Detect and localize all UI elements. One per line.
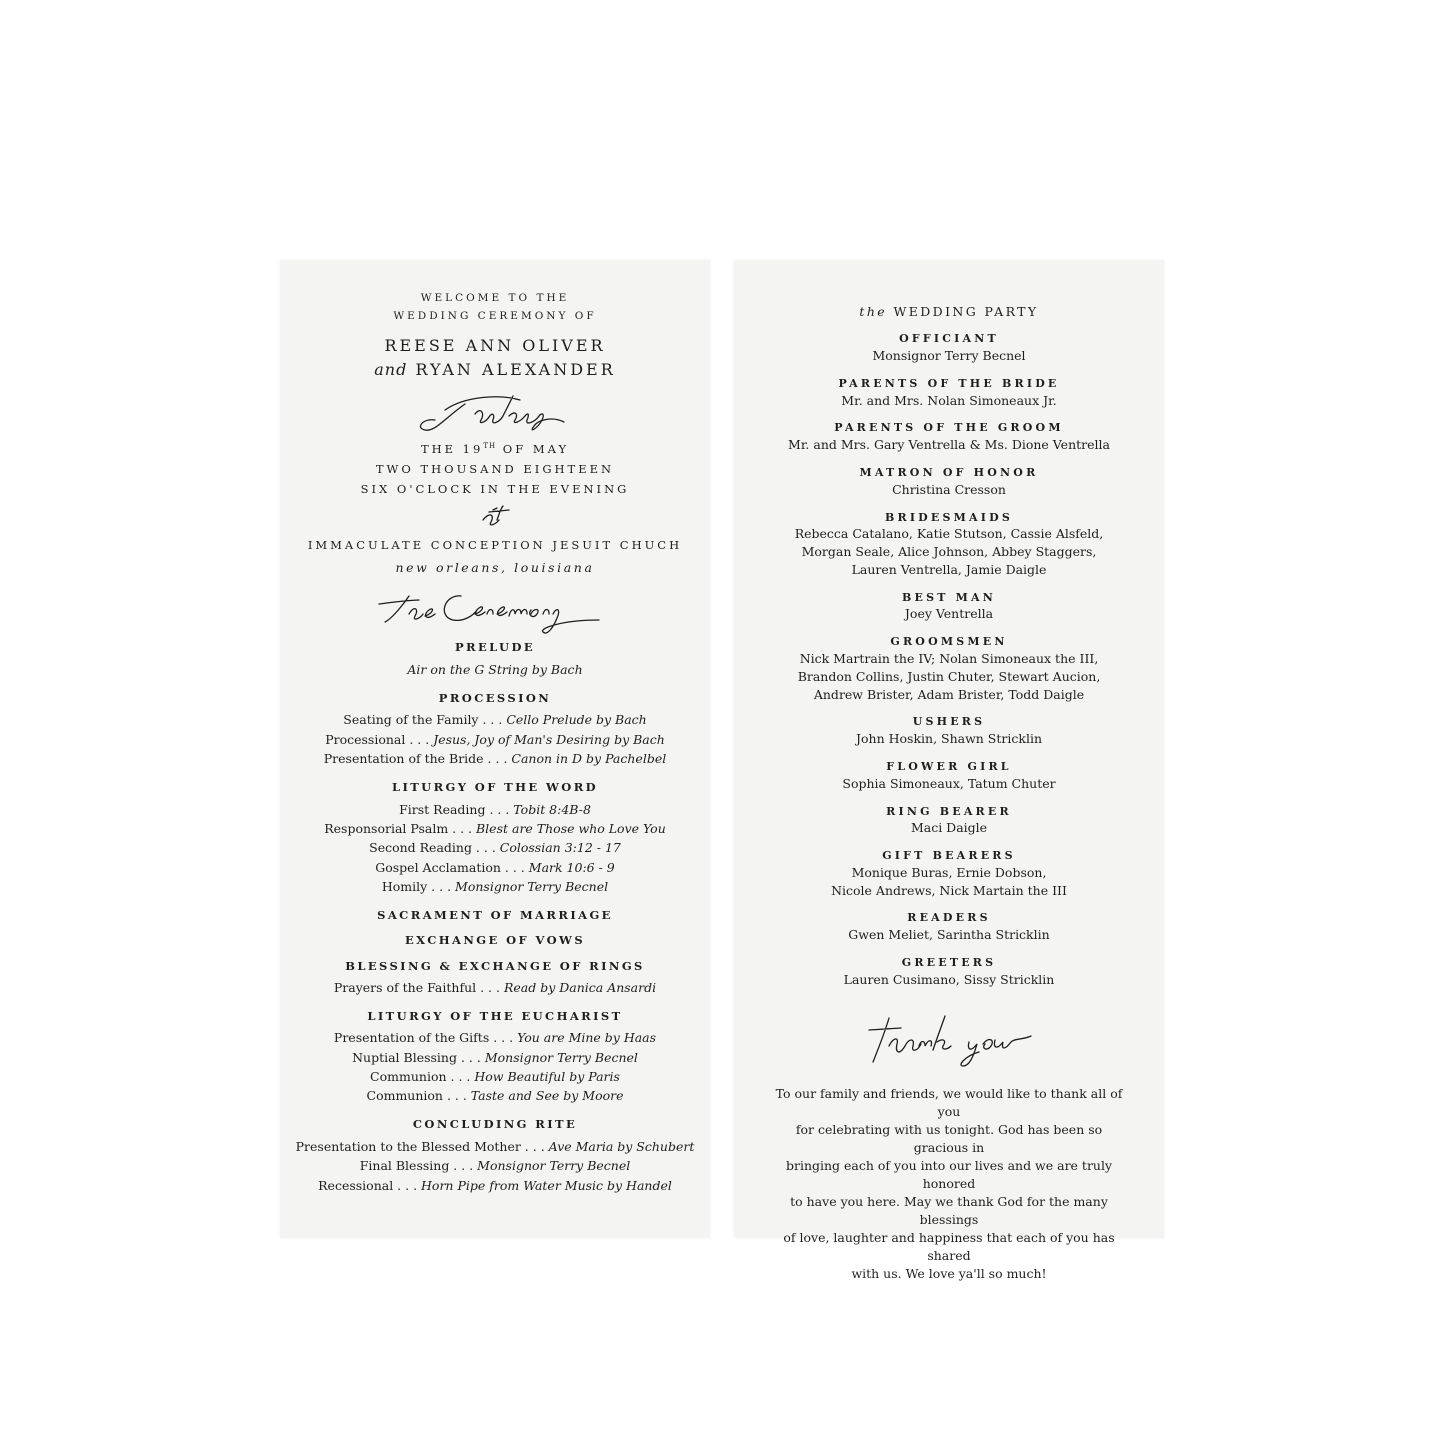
concluding-line: Presentation to the Blessed Mother . . . Ave Maria by Schubert [295, 1139, 695, 1154]
at-script [280, 504, 710, 530]
thank-you-line: of love, laughter and happiness that each of you has shared [783, 1230, 1115, 1263]
thank-you-line: to have you here. May we thank God for the many blessings [790, 1194, 1108, 1227]
liturgy-word-line: Second Reading . . . Colossian 3:12 - 17 [369, 840, 621, 855]
prelude-line: Air on the G String by Bach [407, 662, 583, 677]
groom-line [280, 360, 710, 379]
gift-bearers-heading: GIFT BEARERS [882, 849, 1016, 862]
concluding-line: Final Blessing . . . Monsignor Terry Becnel [359, 1158, 631, 1173]
bridesmaids-line: Morgan Seale, Alice Johnson, Abbey Staggers, [801, 544, 1097, 559]
greeters-heading: GREETERS [901, 956, 997, 969]
city: new orleans, louisiana [395, 560, 595, 575]
concluding-line: Recessional . . . Horn Pipe from Water Music by Handel [318, 1178, 672, 1193]
program-back-card [734, 260, 1164, 1281]
date-day: THE 19 [420, 442, 484, 456]
ceremony-script [280, 586, 710, 636]
thank-you-script [734, 1012, 1164, 1072]
welcome-line-1: WELCOME TO THE [420, 292, 570, 304]
eucharist-line: Nuptial Blessing . . . Monsignor Terry Becnel [352, 1050, 638, 1065]
prelude-heading: PRELUDE [455, 640, 535, 654]
thank-you-line: To our family and friends, we would like to thank all of you [775, 1086, 1123, 1119]
eucharist-line: Communion . . . How Beautiful by Paris [370, 1069, 620, 1084]
wedding-party-title [734, 304, 1164, 319]
bride-name: REESE ANN OLIVER [384, 336, 606, 355]
readers-line: Gwen Meliet, Sarintha Stricklin [848, 927, 1050, 942]
groom-prefix: and [374, 360, 408, 379]
officiant-heading: OFFICIANT [899, 332, 999, 345]
gift-bearers-line: Monique Buras, Ernie Dobson, [851, 865, 1047, 880]
groomsmen-line: Nick Martrain the IV; Nolan Simoneaux the III, [799, 651, 1099, 666]
bridesmaids-line: Lauren Ventrella, Jamie Daigle [851, 562, 1047, 577]
saturday-script [280, 388, 710, 438]
liturgy-word-heading: LITURGY OF THE WORD [391, 780, 599, 794]
welcome-line-2: WEDDING CEREMONY OF [393, 310, 597, 322]
thank-you-message [734, 1085, 1164, 1283]
ring-bearer-line: Maci Daigle [910, 820, 988, 835]
venue: IMMACULATE CONCEPTION JESUIT CHUCH [307, 538, 683, 552]
bride-parents-heading: PARENTS OF THE BRIDE [838, 377, 1060, 390]
groom-parents-line: Mr. and Mrs. Gary Ventrella & Ms. Dione Ventrella [788, 437, 1110, 452]
groomsmen-line: Andrew Brister, Adam Brister, Todd Daigle [813, 687, 1085, 702]
eucharist-heading: LITURGY OF THE EUCHARIST [367, 1009, 623, 1023]
bridesmaids-line: Rebecca Catalano, Katie Stutson, Cassie Alsfeld, [794, 526, 1104, 541]
program-front-card [280, 260, 710, 1238]
gift-bearers-line: Nicole Andrews, Nick Martain the III [831, 883, 1067, 898]
date-line [280, 442, 710, 456]
date-suffix: TH [483, 442, 497, 450]
liturgy-word-line: First Reading . . . Tobit 8:4B-8 [399, 802, 591, 817]
ring-bearer-heading: RING BEARER [886, 805, 1012, 818]
liturgy-word-line: Responsorial Psalm . . . Blest are Those who Love You [324, 821, 666, 836]
procession-heading: PROCESSION [438, 691, 552, 705]
eucharist-line: Presentation of the Gifts . . . You are Mine by Haas [333, 1030, 657, 1045]
thank-you-line: bringing each of you into our lives and we are truly honored [785, 1158, 1113, 1191]
procession-line: Presentation of the Bride . . . Canon in D by Pachelbel [323, 751, 667, 766]
vows-heading: EXCHANGE OF VOWS [404, 933, 586, 947]
matron-heading: MATRON OF HONOR [859, 466, 1039, 479]
groomsmen-line: Brandon Collins, Justin Chuter, Stewart Aucion, [797, 669, 1101, 684]
bridesmaids-heading: BRIDESMAIDS [885, 511, 1013, 524]
time-line: SIX O'CLOCK IN THE EVENING [360, 482, 630, 496]
best-man-heading: BEST MAN [901, 591, 996, 604]
title-text: WEDDING PARTY [893, 304, 1039, 319]
title-prefix: the [859, 304, 888, 319]
best-man-line: Joey Ventrella [904, 606, 994, 621]
flower-girl-heading: FLOWER GIRL [886, 760, 1012, 773]
bride-parents-line: Mr. and Mrs. Nolan Simoneaux Jr. [841, 393, 1057, 408]
concluding-heading: CONCLUDING RITE [412, 1117, 578, 1131]
sacrament-heading: SACRAMENT OF MARRIAGE [377, 908, 613, 922]
procession-line: Processional . . . Jesus, Joy of Man's Desiring by Bach [325, 732, 665, 747]
thank-you-line: with us. We love ya'll so much! [851, 1266, 1047, 1281]
rings-line: Prayers of the Faithful . . . Read by Danica Ansardi [333, 980, 657, 995]
groom-parents-heading: PARENTS OF THE GROOM [834, 421, 1064, 434]
groomsmen-heading: GROOMSMEN [890, 635, 1008, 648]
matron-line: Christina Cresson [892, 482, 1006, 497]
date-month: OF MAY [502, 442, 570, 456]
liturgy-word-line: Homily . . . Monsignor Terry Becnel [381, 879, 609, 894]
ushers-line: John Hoskin, Shawn Stricklin [856, 731, 1042, 746]
ushers-heading: USHERS [912, 715, 986, 728]
readers-heading: READERS [907, 911, 991, 924]
thank-you-line: for celebrating with us tonight. God has been so gracious in [795, 1122, 1103, 1155]
officiant-line: Monsignor Terry Becnel [872, 348, 1026, 363]
rings-heading: BLESSING & EXCHANGE OF RINGS [345, 959, 645, 973]
flower-girl-line: Sophia Simoneaux, Tatum Chuter [842, 776, 1056, 791]
groom-name: RYAN ALEXANDER [415, 360, 616, 379]
greeters-line: Lauren Cusimano, Sissy Stricklin [843, 972, 1055, 987]
procession-line: Seating of the Family . . . Cello Prelude by Bach [343, 712, 647, 727]
liturgy-word-line: Gospel Acclamation . . . Mark 10:6 - 9 [375, 860, 615, 875]
year-line: TWO THOUSAND EIGHTEEN [375, 462, 615, 476]
eucharist-line: Communion . . . Taste and See by Moore [366, 1088, 624, 1103]
